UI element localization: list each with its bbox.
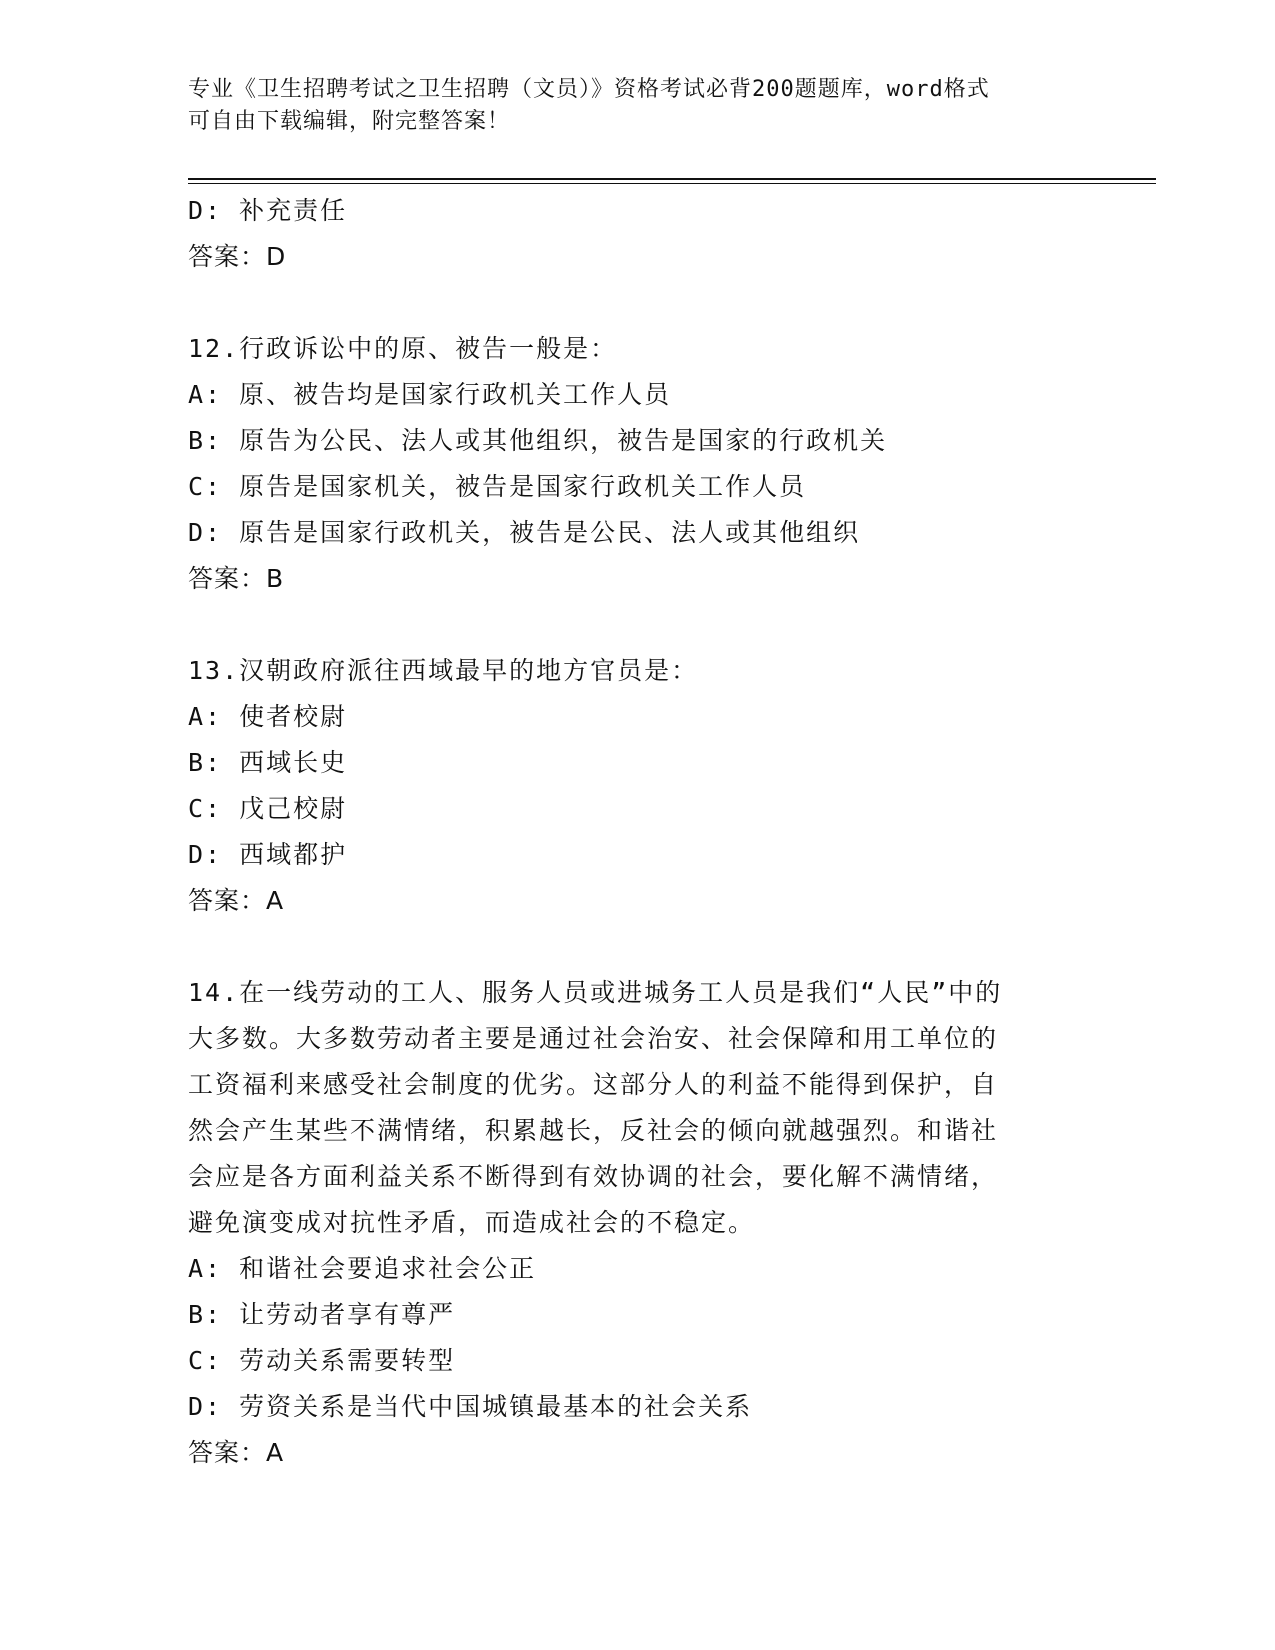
spacer [188,280,1088,326]
question-block-14 [188,970,1088,1476]
option-c: C: 劳动关系需要转型 [188,1346,456,1375]
spacer [188,924,1088,970]
answer-line: 答案：B [188,564,285,593]
option-b: B: 让劳动者享有尊严 [188,1300,456,1329]
question-stem: 12.行政诉讼中的原、被告一般是： [188,334,618,363]
header-line-2: 可自由下载编辑，附完整答案！ [188,109,511,134]
header-divider-thick [188,178,1156,180]
document-header [188,74,1088,138]
question-stem-line: 14.在一线劳动的工人、服务人员或进城务工人员是我们“人民”中的 [188,978,1003,1007]
option-d: D: 原告是国家行政机关，被告是公民、法人或其他组织 [188,518,861,547]
spacer [188,602,1088,648]
question-stem-line: 大多数。大多数劳动者主要是通过社会治安、社会保障和用工单位的 [188,1024,999,1053]
option-a: A: 原、被告均是国家行政机关工作人员 [188,380,672,409]
question-stem-line: 工资福利来感受社会制度的优劣。这部分人的利益不能得到保护，自 [188,1070,999,1099]
question-block-11 [188,188,1088,280]
answer-line: 答案：A [188,1438,285,1467]
option-b: B: 西域长史 [188,748,348,777]
option-c: C: 原告是国家机关，被告是国家行政机关工作人员 [188,472,807,501]
question-stem: 13.汉朝政府派往西域最早的地方官员是： [188,656,699,685]
question-stem-line: 会应是各方面利益关系不断得到有效协调的社会，要化解不满情绪， [188,1162,999,1191]
answer-line: 答案：D [188,242,287,271]
question-stem-line: 然会产生某些不满情绪，积累越长，反社会的倾向就越强烈。和谐社 [188,1116,999,1145]
header-divider-thin [188,183,1156,184]
question-block-13 [188,648,1088,924]
option-a: A: 使者校尉 [188,702,348,731]
option-c: C: 戊己校尉 [188,794,348,823]
option-a: A: 和谐社会要追求社会公正 [188,1254,537,1283]
option-d: D: 补充责任 [188,196,348,225]
option-d: D: 劳资关系是当代中国城镇最基本的社会关系 [188,1392,753,1421]
option-d: D: 西域都护 [188,840,348,869]
question-stem-line: 避免演变成对抗性矛盾，而造成社会的不稳定。 [188,1208,756,1237]
question-list [188,188,1088,1476]
option-b: B: 原告为公民、法人或其他组织，被告是国家的行政机关 [188,426,888,455]
header-line-1: 专业《卫生招聘考试之卫生招聘（文员）》资格考试必背200题题库，word格式 [188,77,990,102]
answer-line: 答案：A [188,886,285,915]
question-block-12 [188,326,1088,602]
